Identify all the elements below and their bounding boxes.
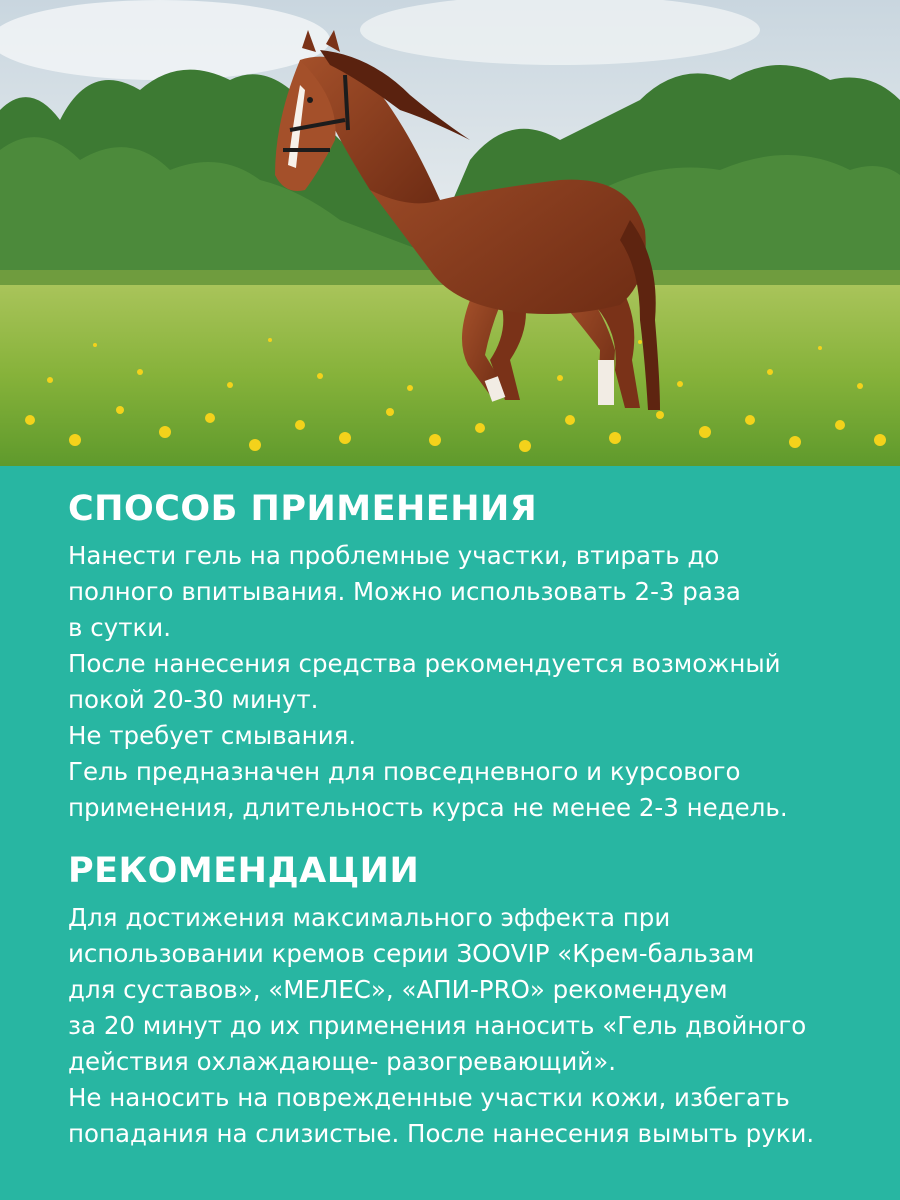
instructions-content xyxy=(68,486,858,1152)
horse-meadow-photo xyxy=(0,0,900,466)
usage-line: Не требует смывания. xyxy=(68,721,357,750)
recommendations-line: за 20 минут до их применения наносить «Гель двойного xyxy=(68,1011,807,1040)
usage-line: Нанести гель на проблемные участки, втирать до xyxy=(68,541,720,570)
usage-line: применения, длительность курса не менее 2-3 недель. xyxy=(68,793,788,822)
recommendations-line: Для достижения максимального эффекта при xyxy=(68,903,671,932)
recommendations-line: для суставов», «МЕЛЕС», «АПИ-PRO» рекомендуем xyxy=(68,975,728,1004)
usage-line: покой 20-30 минут. xyxy=(68,685,319,714)
usage-line: в сутки. xyxy=(68,613,171,642)
recommendations-line: попадания на слизистые. После нанесения вымыть руки. xyxy=(68,1119,815,1148)
recommendations-line: Не наносить на поврежденные участки кожи, избегать xyxy=(68,1083,790,1112)
usage-line: Гель предназначен для повседневного и курсового xyxy=(68,757,741,786)
recommendations-line: использовании кремов серии ЗООVIP «Крем-бальзам xyxy=(68,939,755,968)
usage-heading: СПОСОБ ПРИМЕНЕНИЯ xyxy=(68,489,538,529)
usage-line: полного впитывания. Можно использовать 2-3 раза xyxy=(68,577,741,606)
usage-line: После нанесения средства рекомендуется возможный xyxy=(68,649,781,678)
recommendations-line: действия охлаждающе- разогревающий». xyxy=(68,1047,617,1076)
recommendations-heading: РЕКОМЕНДАЦИИ xyxy=(68,851,420,891)
horse-illustration xyxy=(0,0,900,466)
instructions-panel xyxy=(0,466,900,1200)
